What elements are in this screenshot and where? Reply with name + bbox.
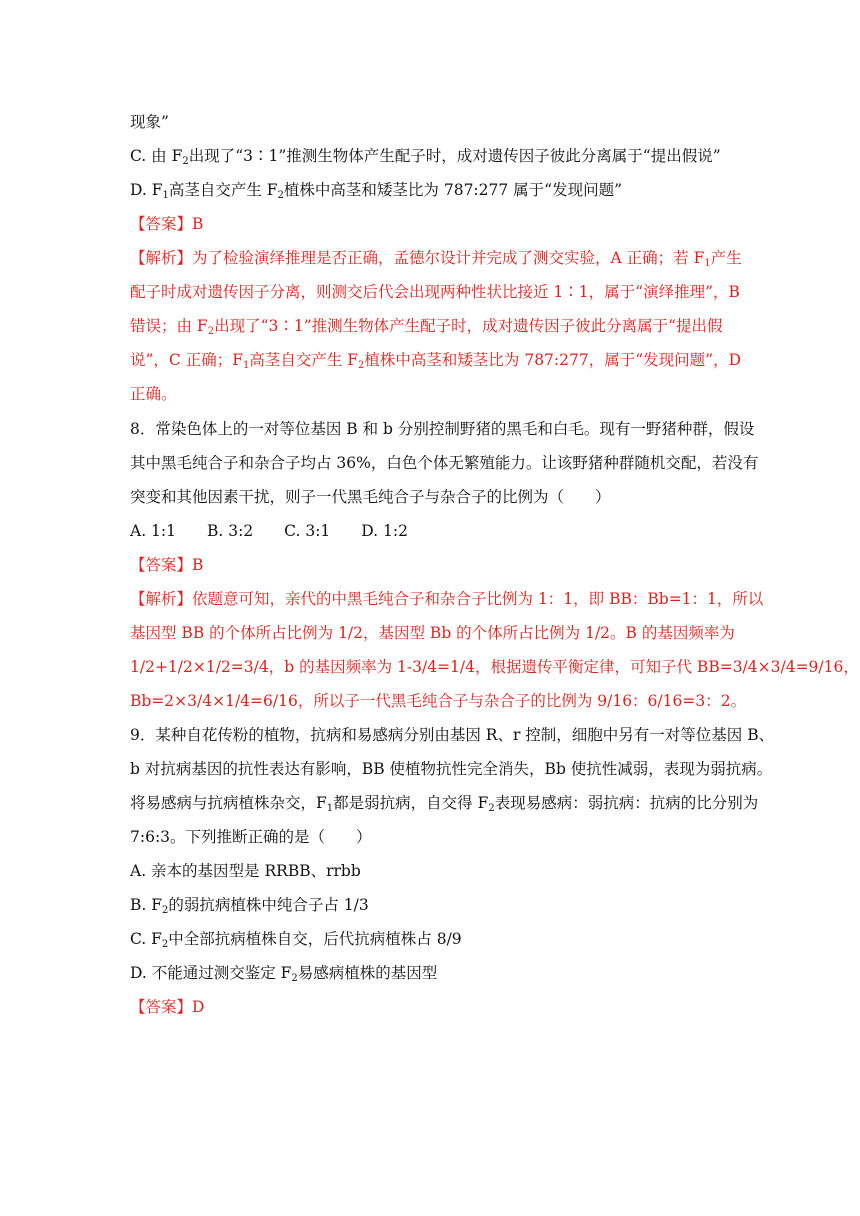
q9-answer: 【答案】D [130,998,205,1016]
q7-answer: 【答案】B [130,215,204,233]
q9-stem-line-1: 9．某种自花传粉的植物，抗病和易感病分别由基因 R、r 控制，细胞中另有一对等位基因 B、 [130,726,775,744]
q8-explanation-line-4: Bb=2×3/4×1/4=6/16，所以子一代黑毛纯合子与杂合子的比例为 9/16：6/16=3：2。 [130,692,747,710]
q8-options: A. 1:1 B. 3:2 C. 3:1 D. 1:2 [130,522,408,540]
q7-explanation-line-1: 【解析】为了检验演绎推理是否正确，孟德尔设计并完成了测交实验，A 正确；若 $F_1$产生 [130,249,742,269]
q8-explanation-line-1: 【解析】依题意可知，亲代的中黑毛纯合子和杂合子比例为 1：1，即 BB：Bb=1：1，所以 [130,590,764,608]
q8-stem-line-1: 8．常染色体上的一对等位基因 B 和 b 分别控制野猪的黑毛和白毛。现有一野猪种群，假设 [130,420,755,438]
q7-explanation-line-2: 配子时成对遗传因子分离，则测交后代会出现两种性状比接近 1∶1，属于“演绎推理”，B [130,283,740,301]
q7-stem-tail [130,111,169,133]
q9-stem-line-3: 将易感病与抗病植株杂交，$F_1$都是弱抗病，自交得 $F_2$表现易感病：弱抗病：抗病的比分别为 [130,794,759,814]
q9-option-c: C. $F_2$中全部抗病植株自交，后代抗病植株占 8/9 [130,930,462,950]
q7-stem-text: 现象” [130,113,169,131]
q9-option-b: B. $F_2$的弱抗病植株中纯合子占 1/3 [130,896,369,916]
q7-explanation-line-5: 正确。 [130,385,177,403]
q7-option-c: C. 由 $F_2$出现了“3∶1”推测生物体产生配子时，成对遗传因子彼此分离属于“提出假说” [130,147,721,167]
q8-stem-line-3: 突变和其他因素干扰，则子一代黑毛纯合子与杂合子的比例为（ ） [130,488,611,506]
q8-explanation-line-2: 基因型 BB 的个体所占比例为 1/2，基因型 Bb 的个体所占比例为 1/2。B 的基因频率为 [130,624,735,642]
q9-stem-line-4: 7:6:3。下列推断正确的是（ ） [130,828,372,846]
q7-explanation-line-4: 说”，C 正确；$F_1$高茎自交产生 $F_2$植株中高茎和矮茎比为 787:277，属于“发现问题”，D [130,351,742,371]
q7-explanation-line-3: 错误；由 $F_2$出现了“3∶1”推测生物体产生配子时，成对遗传因子彼此分离属于“提出假 [130,317,723,337]
q8-answer: 【答案】B [130,556,204,574]
q9-option-a: A. 亲本的基因型是 RRBB、rrbb [130,862,361,880]
q8-explanation-line-3: 1/2+1/2×1/2=3/4，b 的基因频率为 1-3/4=1/4，根据遗传平衡定律，可知子代 BB=3/4×3/4=9/16， [130,658,859,676]
q7-option-d: D. $F_1$高茎自交产生 $F_2$植株中高茎和矮茎比为 787:277 属于“发现问题” [130,181,623,201]
q8-stem-line-2: 其中黑毛纯合子和杂合子均占 36%，白色个体无繁殖能力。让该野猪种群随机交配，若没有 [130,454,759,472]
q9-stem-line-2: b 对抗病基因的抗性表达有影响，BB 使植物抗性完全消失，Bb 使抗性减弱，表现为弱抗病。 [130,760,773,778]
q9-option-d: D. 不能通过测交鉴定 $F_2$易感病植株的基因型 [130,964,438,984]
